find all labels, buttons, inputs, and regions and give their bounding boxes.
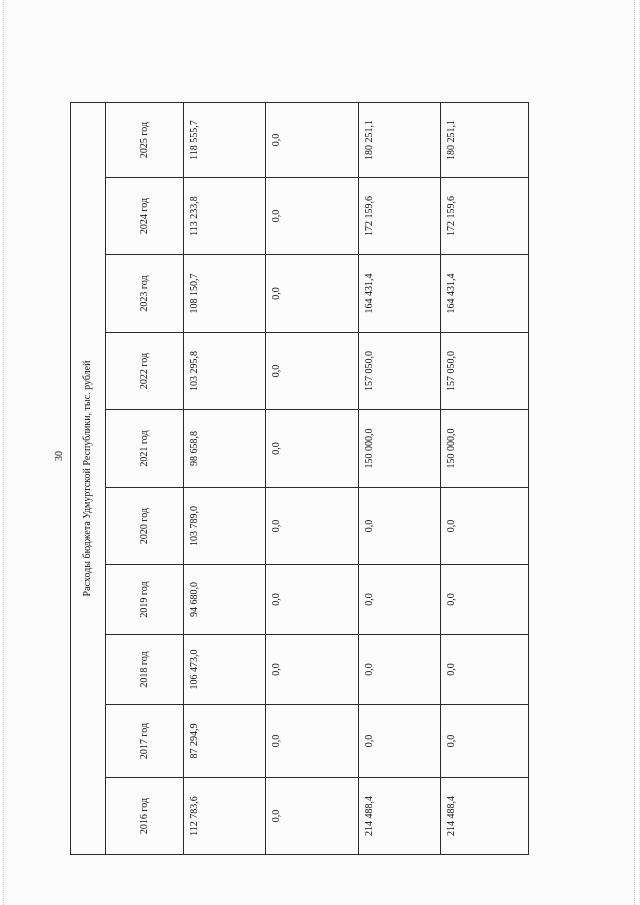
table-cell: 0,0	[441, 705, 529, 778]
year-header: 2023 год	[106, 255, 184, 333]
table-cell: 0,0	[266, 333, 359, 410]
table-cell: 87 294,9	[184, 705, 266, 778]
table-cell: 0,0	[359, 635, 441, 705]
table-cell: 103 789,0	[184, 488, 266, 565]
table-cell: 180 251,1	[359, 103, 441, 178]
page-number: 30	[54, 451, 65, 461]
table-cell: 164 431,4	[359, 255, 441, 333]
table-cell: 214 488,4	[359, 778, 441, 855]
title-row	[71, 103, 106, 855]
year-header: 2016 год	[106, 778, 184, 855]
rotated-sheet	[40, 103, 528, 855]
table-cell: 0,0	[441, 565, 529, 635]
year-header: 2025 год	[106, 103, 184, 178]
table-cell: 113 233,8	[184, 178, 266, 255]
scan-edge	[3, 0, 4, 905]
table-cell: 180 251,1	[441, 103, 529, 178]
table-cell: 0,0	[266, 488, 359, 565]
year-header: 2022 год	[106, 333, 184, 410]
table-cell: 0,0	[266, 705, 359, 778]
table-cell: 150 000,0	[441, 410, 529, 488]
table-cell: 0,0	[266, 410, 359, 488]
table-cell: 0,0	[359, 565, 441, 635]
year-header: 2024 год	[106, 178, 184, 255]
expenditure-table	[70, 102, 529, 855]
scan-edge	[634, 0, 635, 905]
table-row	[184, 103, 266, 855]
table-cell: 0,0	[266, 565, 359, 635]
table-cell: 172 159,6	[441, 178, 529, 255]
table-cell: 98 658,8	[184, 410, 266, 488]
table-cell: 0,0	[266, 255, 359, 333]
year-header: 2017 год	[106, 705, 184, 778]
table-cell: 164 431,4	[441, 255, 529, 333]
table-cell: 118 555,7	[184, 103, 266, 178]
table-cell: 108 150,7	[184, 255, 266, 333]
table-cell: 0,0	[266, 178, 359, 255]
table-cell: 106 473,0	[184, 635, 266, 705]
table-cell: 0,0	[266, 103, 359, 178]
table-title: Расходы бюджета Удмуртской Республики, тыс. рублей	[71, 103, 106, 855]
table-cell: 0,0	[266, 635, 359, 705]
year-header: 2019 год	[106, 565, 184, 635]
table-row	[441, 103, 529, 855]
table-row	[266, 103, 359, 855]
year-header: 2020 год	[106, 488, 184, 565]
year-header-row	[106, 103, 184, 855]
table-row	[359, 103, 441, 855]
year-header: 2018 год	[106, 635, 184, 705]
table-cell: 0,0	[359, 488, 441, 565]
table-cell: 103 295,8	[184, 333, 266, 410]
table-cell: 150 000,0	[359, 410, 441, 488]
table-cell: 172 159,6	[359, 178, 441, 255]
table-cell: 94 680,0	[184, 565, 266, 635]
table-cell: 0,0	[266, 778, 359, 855]
table-cell: 112 783,6	[184, 778, 266, 855]
table-cell: 214 488,4	[441, 778, 529, 855]
table-cell: 157 050,0	[359, 333, 441, 410]
year-header: 2021 год	[106, 410, 184, 488]
table-cell: 157 050,0	[441, 333, 529, 410]
table-cell: 0,0	[441, 488, 529, 565]
table-cell: 0,0	[359, 705, 441, 778]
table-cell: 0,0	[441, 635, 529, 705]
